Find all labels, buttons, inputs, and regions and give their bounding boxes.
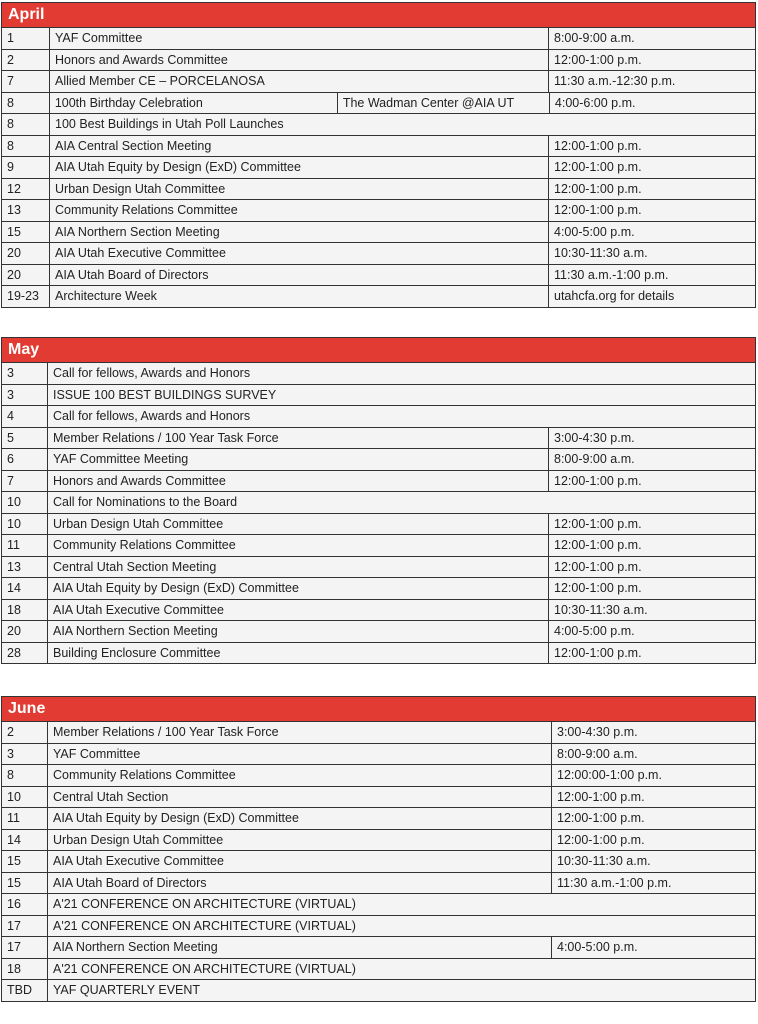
event-name: AIA Utah Equity by Design (ExD) Committee <box>53 811 299 825</box>
event-day: 1 <box>2 28 50 49</box>
event-name: Member Relations / 100 Year Task Force <box>53 430 279 445</box>
event-day: 4 <box>2 406 48 427</box>
event-row <box>2 873 755 895</box>
event-name: AIA Utah Board of Directors <box>55 267 209 282</box>
event-day: 15 <box>2 851 48 872</box>
event-row <box>2 808 755 830</box>
event-row <box>2 535 755 557</box>
event-time: 10:30-11:30 a.m. <box>548 600 755 621</box>
event-name: Honors and Awards Committee <box>53 473 226 488</box>
event-row <box>2 514 755 536</box>
event-name: Community Relations Committee <box>53 768 236 782</box>
event-name: 100th Birthday Celebration <box>54 95 203 110</box>
event-row <box>2 179 755 201</box>
event-time: 12:00:00-1:00 p.m. <box>551 765 755 786</box>
event-day: 3 <box>2 363 48 384</box>
event-row <box>2 50 755 72</box>
event-day: 20 <box>2 621 48 642</box>
event-name: Community Relations Committee <box>53 538 236 552</box>
event-time: 12:00-1:00 p.m. <box>551 830 755 851</box>
event-day: 18 <box>2 600 48 621</box>
event-row <box>2 765 755 787</box>
event-name: Urban Design Utah Committee <box>53 832 224 847</box>
event-row <box>2 643 755 664</box>
event-name: ISSUE 100 BEST BUILDINGS SURVEY <box>53 387 277 402</box>
event-row <box>2 28 755 50</box>
event-time: 10:30-11:30 a.m. <box>551 851 755 872</box>
event-day: 10 <box>2 787 48 808</box>
event-time: 4:00-5:00 p.m. <box>551 937 755 958</box>
month-table-2 <box>1 696 756 1002</box>
event-day: 8 <box>2 93 50 114</box>
event-time: 12:00-1:00 p.m. <box>551 808 755 829</box>
event-time: 11:30 a.m.-1:00 p.m. <box>551 873 755 894</box>
event-name: AIA Utah Executive Committee <box>55 246 226 260</box>
event-time: 12:00-1:00 p.m. <box>548 643 755 664</box>
event-day: 18 <box>2 959 48 980</box>
event-time: 12:00-1:00 p.m. <box>548 136 755 157</box>
event-name: Urban Design Utah Committee <box>55 181 226 196</box>
event-row <box>2 363 755 385</box>
event-name: Allied Member CE – PORCELANOSA <box>55 74 265 88</box>
event-day: 5 <box>2 428 48 449</box>
event-time: 4:00-6:00 p.m. <box>549 93 755 114</box>
event-row <box>2 980 755 1001</box>
event-row <box>2 894 755 916</box>
event-row <box>2 222 755 244</box>
month-header: June <box>2 697 755 722</box>
event-name: Member Relations / 100 Year Task Force <box>53 725 279 739</box>
event-day: 17 <box>2 916 48 937</box>
event-time: 8:00-9:00 a.m. <box>548 28 755 49</box>
event-row <box>2 406 755 428</box>
event-name: Call for fellows, Awards and Honors <box>53 366 251 380</box>
event-day: 8 <box>2 114 50 135</box>
event-name: YAF Committee <box>53 746 141 761</box>
event-day: 15 <box>2 873 48 894</box>
event-time: 12:00-1:00 p.m. <box>548 471 755 492</box>
event-time: 12:00-1:00 p.m. <box>548 200 755 221</box>
event-day: 15 <box>2 222 50 243</box>
event-row <box>2 492 755 514</box>
event-name: AIA Utah Executive Committee <box>53 854 224 868</box>
event-time: 12:00-1:00 p.m. <box>548 157 755 178</box>
event-day: 11 <box>2 808 48 829</box>
event-day: 12 <box>2 179 50 200</box>
event-row <box>2 722 755 744</box>
event-row <box>2 200 755 222</box>
month-header: April <box>2 3 755 28</box>
event-name: YAF QUARTERLY EVENT <box>53 983 201 997</box>
event-day: 19-23 <box>2 286 50 307</box>
event-time: 3:00-4:30 p.m. <box>548 428 755 449</box>
event-row <box>2 830 755 852</box>
event-row <box>2 385 755 407</box>
event-name: AIA Northern Section Meeting <box>53 940 218 954</box>
event-time: 12:00-1:00 p.m. <box>548 50 755 71</box>
event-name: YAF Committee <box>55 31 143 45</box>
event-row <box>2 471 755 493</box>
event-name: Call for Nominations to the Board <box>53 495 238 509</box>
event-row <box>2 449 755 471</box>
event-location: The Wadman Center @AIA UT <box>337 93 549 114</box>
event-day: 8 <box>2 765 48 786</box>
event-row <box>2 428 755 450</box>
event-time: 11:30 a.m.-1:00 p.m. <box>548 265 755 286</box>
event-name: Central Utah Section Meeting <box>53 559 217 574</box>
event-time: 12:00-1:00 p.m. <box>551 787 755 808</box>
event-name: AIA Northern Section Meeting <box>55 224 220 239</box>
event-day: 16 <box>2 894 48 915</box>
month-header: May <box>2 338 755 363</box>
event-row <box>2 937 755 959</box>
event-row <box>2 621 755 643</box>
event-row <box>2 744 755 766</box>
event-day: 2 <box>2 50 50 71</box>
event-name: 100 Best Buildings in Utah Poll Launches <box>55 117 284 131</box>
event-name: Call for fellows, Awards and Honors <box>53 409 251 423</box>
event-time: 12:00-1:00 p.m. <box>548 179 755 200</box>
event-time: 10:30-11:30 a.m. <box>548 243 755 264</box>
event-name: Central Utah Section <box>53 789 169 804</box>
event-name: AIA Utah Equity by Design (ExD) Committee <box>55 160 301 174</box>
event-day: 3 <box>2 744 48 765</box>
event-day: 9 <box>2 157 50 178</box>
event-time: 12:00-1:00 p.m. <box>548 578 755 599</box>
event-time: 4:00-5:00 p.m. <box>548 621 755 642</box>
event-row <box>2 600 755 622</box>
event-time: 12:00-1:00 p.m. <box>548 514 755 535</box>
event-time: 11:30 a.m.-12:30 p.m. <box>548 71 755 92</box>
event-time: 8:00-9:00 a.m. <box>548 449 755 470</box>
event-day: 20 <box>2 265 50 286</box>
event-day: 10 <box>2 492 48 513</box>
event-day: 7 <box>2 71 50 92</box>
event-row <box>2 578 755 600</box>
event-row <box>2 851 755 873</box>
event-name: Community Relations Committee <box>55 203 238 217</box>
event-time: 3:00-4:30 p.m. <box>551 722 755 743</box>
event-row <box>2 787 755 809</box>
event-name: Honors and Awards Committee <box>55 52 228 67</box>
event-row <box>2 157 755 179</box>
event-day: 11 <box>2 535 48 556</box>
event-name: YAF Committee Meeting <box>53 452 189 466</box>
event-row <box>2 136 755 158</box>
event-time: 12:00-1:00 p.m. <box>548 557 755 578</box>
event-day: 2 <box>2 722 48 743</box>
event-day: TBD <box>2 980 48 1001</box>
event-name: AIA Utah Executive Committee <box>53 602 224 617</box>
event-day: 28 <box>2 643 48 664</box>
event-day: 10 <box>2 514 48 535</box>
event-name: AIA Utah Equity by Design (ExD) Committee <box>53 581 299 595</box>
event-time: 8:00-9:00 a.m. <box>551 744 755 765</box>
event-name: Architecture Week <box>55 289 157 303</box>
event-name: A'21 CONFERENCE ON ARCHITECTURE (VIRTUAL) <box>53 961 356 976</box>
event-row <box>2 959 755 981</box>
event-day: 13 <box>2 200 50 221</box>
event-row <box>2 557 755 579</box>
event-row <box>2 93 755 115</box>
month-table-0 <box>1 2 756 308</box>
event-day: 13 <box>2 557 48 578</box>
event-name: AIA Utah Board of Directors <box>53 875 207 890</box>
event-time: utahcfa.org for details <box>548 286 755 307</box>
event-time: 12:00-1:00 p.m. <box>548 535 755 556</box>
event-day: 6 <box>2 449 48 470</box>
event-day: 7 <box>2 471 48 492</box>
event-row <box>2 286 755 307</box>
event-time: 4:00-5:00 p.m. <box>548 222 755 243</box>
event-day: 14 <box>2 578 48 599</box>
event-row <box>2 114 755 136</box>
event-row <box>2 916 755 938</box>
event-day: 17 <box>2 937 48 958</box>
event-name: AIA Central Section Meeting <box>55 138 212 153</box>
event-name: A'21 CONFERENCE ON ARCHITECTURE (VIRTUAL) <box>53 897 356 911</box>
event-name: A'21 CONFERENCE ON ARCHITECTURE (VIRTUAL) <box>53 918 356 933</box>
event-name: Building Enclosure Committee <box>53 645 221 660</box>
event-day: 8 <box>2 136 50 157</box>
event-name: AIA Northern Section Meeting <box>53 624 218 638</box>
event-row <box>2 71 755 93</box>
month-table-1 <box>1 337 756 664</box>
event-day: 3 <box>2 385 48 406</box>
event-day: 20 <box>2 243 50 264</box>
event-name: Urban Design Utah Committee <box>53 516 224 531</box>
event-row <box>2 243 755 265</box>
event-day: 14 <box>2 830 48 851</box>
event-row <box>2 265 755 287</box>
